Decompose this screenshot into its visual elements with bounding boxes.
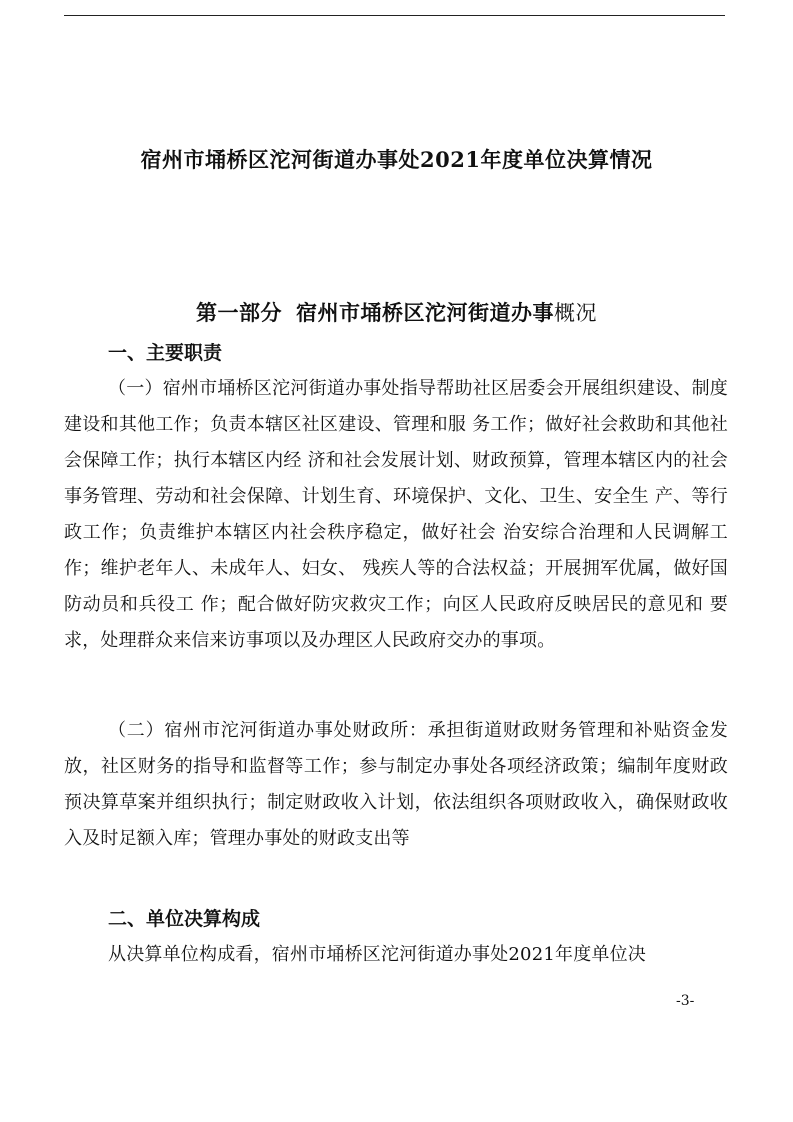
paragraph-duties-2: （二）宿州市沱河街道办事处财政所：承担街道财政财务管理和补贴资金发放，社区财务的指导和监督等工作；参与制定办事处各项经济政策；编制年度财政预决算草案并组织执行；制定财政收入计划，依法组织各项财政收入，确保财政收入及时足额入库；管理办事处的财政支出等 [64,720,728,849]
header-rule [64,15,725,16]
part-name: 宿州市埇桥区沱河街道办事 [296,300,554,325]
page-number: -3- [676,993,695,1009]
section-heading-main-duties: 一、主要职责 [108,342,223,364]
part-label: 第一部分 [196,300,282,325]
section-heading-unit-composition: 二、单位决算构成 [108,908,261,930]
paragraph-duties-1: （一）宿州市埇桥区沱河街道办事处指导帮助社区居委会开展组织建设、制度建设和其他工作；负责本辖区社区建设、管理和服 务工作；做好社会救助和其他社会保障工作；执行本辖区内经 济和社会发展计划、财政预算，管理本辖区内的社会事务管理、劳动和社会保障、计划生育、环境保护、文化、卫生、安全生 产、等行政工作；负责维护本辖区内社会秩序稳定，做好社会 治安综合治理和人民调解工作；维护老年人、未成年人、妇女、 残疾人等的合法权益；开展拥军优属，做好国防动员和兵役工 作；配合做好防灾救灾工作；向区人民政府反映居民的意见和 要求，处理群众来信来访事项以及办理区人民政府交办的事项。 [64,378,728,651]
document-title: 宿州市埇桥区沱河街道办事处2021年度单位决算情况 [140,147,653,172]
part-suffix: 概况 [554,301,597,325]
part-title [0,299,793,327]
paragraph-composition: 从决算单位构成看，宿州市埇桥区沱河街道办事处2021年度单位决 [108,944,647,965]
